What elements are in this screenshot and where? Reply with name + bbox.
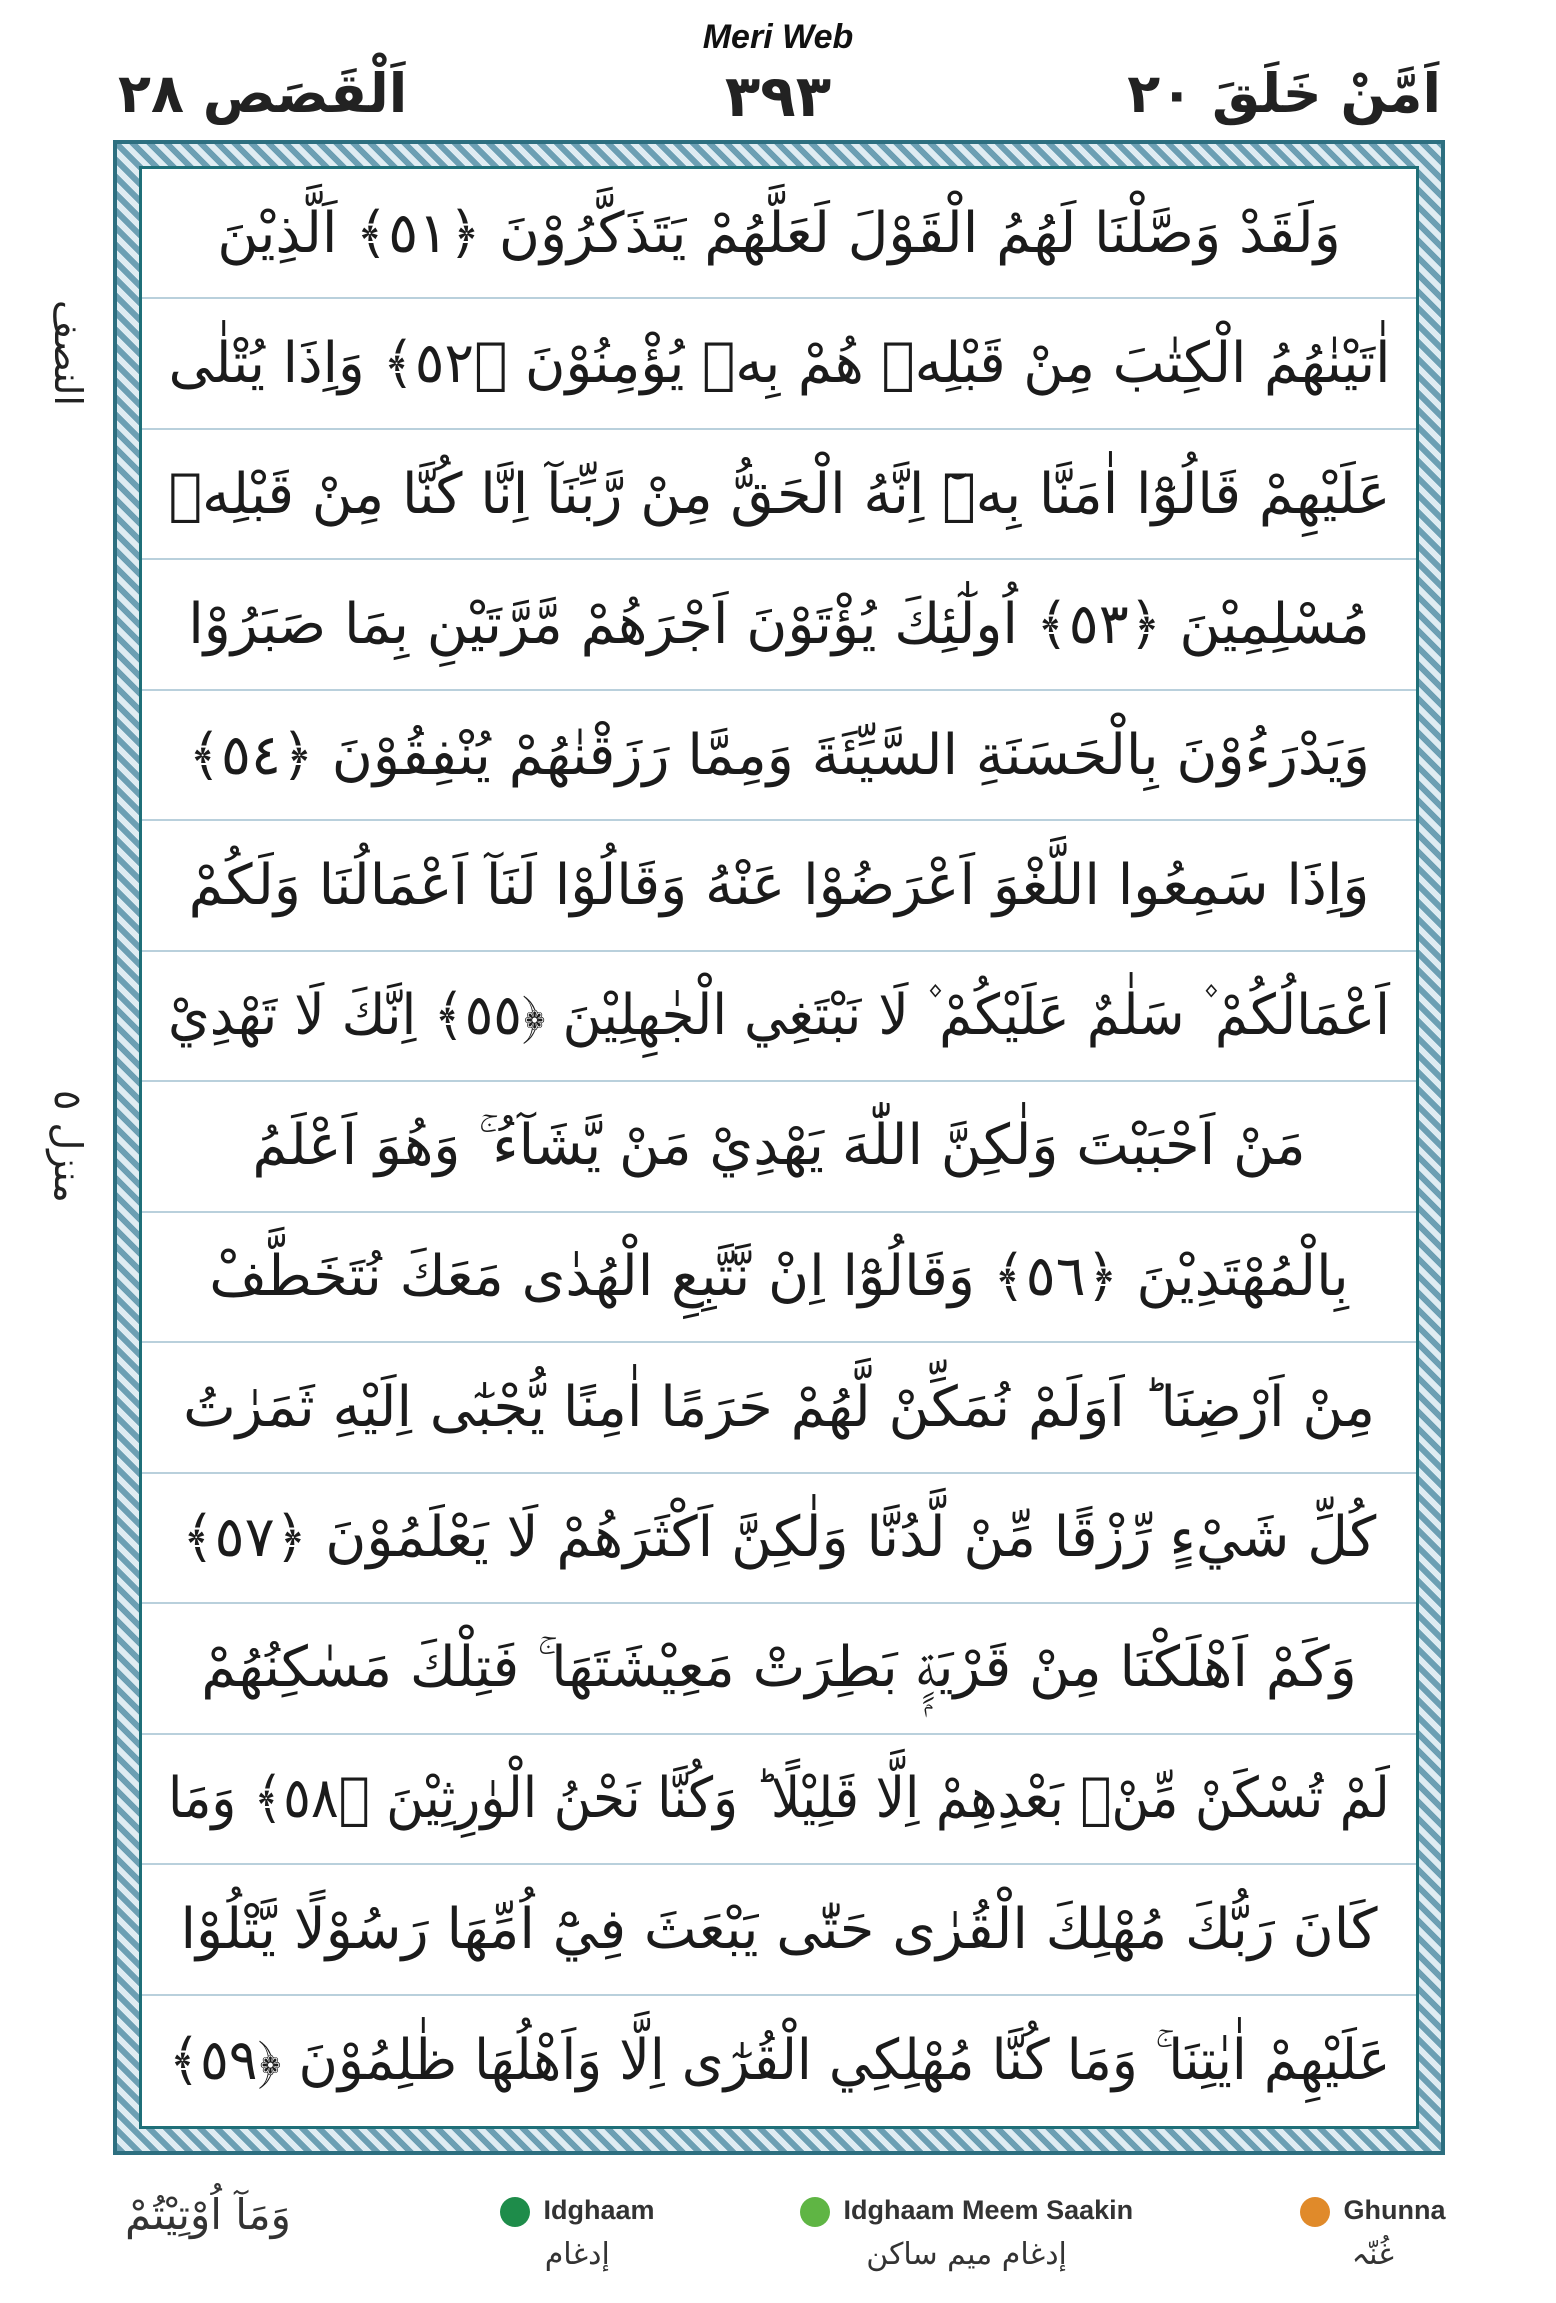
legend-idghaam [500,2195,655,2272]
verse-line-text: لَمْ تُسْكَنْ مِّنْۢ بَعْدِهِمْ اِلَّا قَلِيْلًا ؕ وَكُنَّا نَحْنُ الْوٰرِثِيْنَ ﴿٥٨﴾ وَمَا [168,1766,1390,1832]
verse-line-text: مَنْ اَحْبَبْتَ وَلٰكِنَّ اللّٰهَ يَهْدِيْ مَنْ يَّشَآءُ ۚ وَهُوَ اَعْلَمُ [252,1113,1306,1179]
verse-line [142,1865,1416,1995]
verse-line-text: وَلَقَدْ وَصَّلْنَا لَهُمُ الْقَوْلَ لَعَلَّهُمْ يَتَذَكَّرُوْنَ ﴿٥١﴾ اَلَّذِيْنَ [217,200,1341,266]
verse-lines [142,169,1416,2126]
verse-line-text: اٰتَيْنٰهُمُ الْكِتٰبَ مِنْ قَبْلِهٖ هُمْ بِهٖ يُؤْمِنُوْنَ ﴿٥٢﴾ وَاِذَا يُتْلٰى [167,331,1390,397]
surah-name: اَلْقَصَص ٢٨ [118,62,408,125]
verse-line-text: عَلَيْهِمْ قَالُوْٓا اٰمَنَّا بِهٖٓ اِنَّهُ الْحَقُّ مِنْ رَّبِّنَآ اِنَّا كُنَّا مِنْ قَبْلِهٖ [168,461,1390,527]
idghaam-meem-color-dot [800,2197,830,2227]
verse-line [142,430,1416,560]
page-number: ٣٩٣ [724,62,832,130]
verse-line-text: عَلَيْهِمْ اٰيٰتِنَا ۚ وَمَا كُنَّا مُهْلِكِي الْقُرٰٓى اِلَّا وَاَهْلُهَا ظٰلِمُوْنَ ﴿٥٩﴾ [168,2027,1390,2093]
verse-line-text: اَعْمَالُكُمْ ۫ سَلٰمٌ عَلَيْكُمْ ۫ لَا نَبْتَغِي الْجٰهِلِيْنَ ﴿٥٥﴾ اِنَّكَ لَا تَهْدِيْ [168,983,1390,1049]
verse-line [142,1082,1416,1212]
verse-line [142,299,1416,429]
legend-label: Idghaam Meem Saakin [843,2195,1134,2225]
verse-line-text: مِنْ اَرْضِنَا ؕ اَوَلَمْ نُمَكِّنْ لَّهُمْ حَرَمًا اٰمِنًا يُّجْبٰٓى اِلَيْهِ ثَمَرٰتُ [183,1374,1375,1440]
legend-label-ar: غُنّہ [1351,2236,1394,2272]
verse-line-text: وَاِذَا سَمِعُوا اللَّغْوَ اَعْرَضُوْا عَنْهُ وَقَالُوْا لَنَآ اَعْمَالُنَا وَلَكُمْ [188,853,1370,919]
legend-label-ar: إدغام [544,2236,610,2272]
verse-line-text: كَانَ رَبُّكَ مُهْلِكَ الْقُرٰى حَتّٰى يَبْعَثَ فِيْٓ اُمِّهَا رَسُوْلًا يَّتْلُوْا [180,1896,1378,1962]
text-area [139,166,1419,2129]
verse-line [142,691,1416,821]
ghunna-color-dot [1300,2197,1330,2227]
site-title: Meri Web [702,18,854,56]
legend-label-ar: إدغام میم ساکن [866,2236,1067,2272]
legend-label: Ghunna [1343,2195,1446,2225]
verse-line-text: وَيَدْرَءُوْنَ بِالْحَسَنَةِ السَّيِّئَةَ وَمِمَّا رَزَقْنٰهُمْ يُنْفِقُوْنَ ﴿٥٤﴾ [188,722,1370,788]
verse-line-text: مُسْلِمِيْنَ ﴿٥٣﴾ اُولٰٓئِكَ يُؤْتَوْنَ اَجْرَهُمْ مَّرَّتَيْنِ بِمَا صَبَرُوْا [188,592,1370,658]
verse-line [142,1604,1416,1734]
verse-line [142,169,1416,299]
verse-line [142,821,1416,951]
legend-label: Idghaam [543,2195,655,2225]
verse-line-text: بِالْمُهْتَدِيْنَ ﴿٥٦﴾ وَقَالُوْٓا اِنْ نَّتَّبِعِ الْهُدٰى مَعَكَ نُتَخَطَّفْ [209,1244,1349,1310]
verse-line [142,1474,1416,1604]
verse-line [142,1213,1416,1343]
juz-name: اَمَّنْ خَلَقَ ٢٠ [1127,62,1441,125]
legend-idghaam-meem-saakin [800,2195,1133,2272]
idghaam-color-dot [500,2197,530,2227]
margin-marker-nisf: النصف [46,300,90,406]
verse-line-text: كُلِّ شَيْءٍ رِّزْقًا مِّنْ لَّدُنَّا وَلٰكِنَّ اَكْثَرَهُمْ لَا يَعْلَمُوْنَ ﴿٥٧﴾ [181,1505,1377,1571]
verse-line-text: وَكَمْ اَهْلَكْنَا مِنْ قَرْيَةٍۭ بَطِرَتْ مَعِيْشَتَهَا ۚ فَتِلْكَ مَسٰكِنُهُمْ [201,1635,1357,1701]
page-frame [113,140,1445,2155]
verse-line [142,952,1416,1082]
margin-marker-manzil: منزل ٥ [46,1090,90,1203]
verse-line [142,560,1416,690]
legend-ghunna [1300,2195,1446,2272]
verse-line [142,1343,1416,1473]
verse-line [142,1996,1416,2126]
catchword: وَمَآ اُوْتِيْتُمْ [125,2190,291,2239]
verse-line [142,1735,1416,1865]
